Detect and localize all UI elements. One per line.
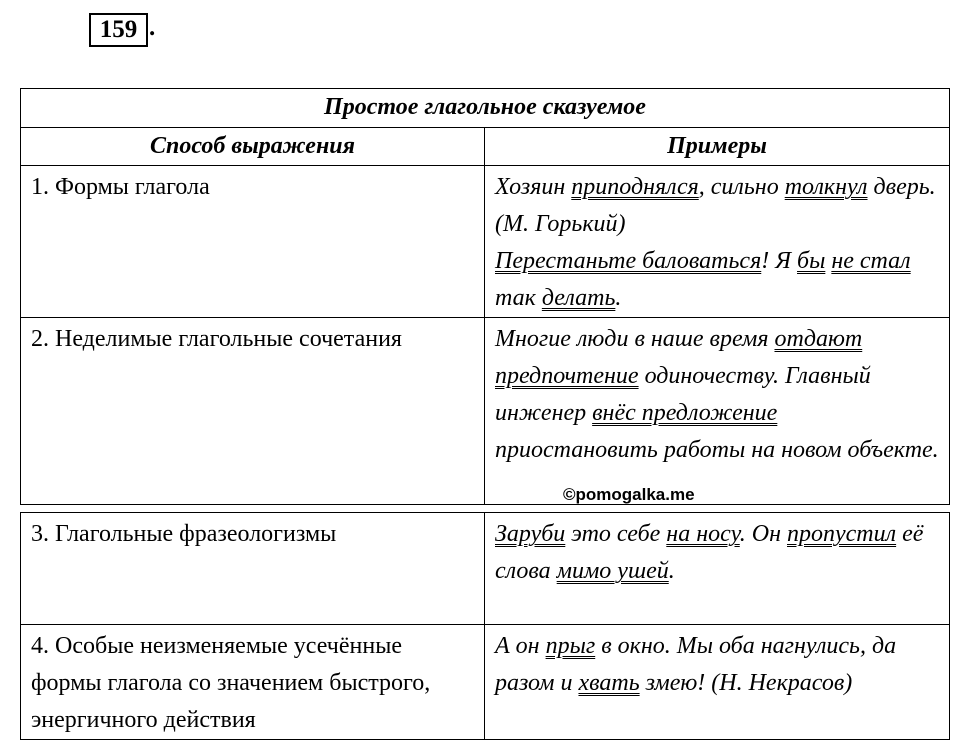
predicate-underline: Заруби (495, 521, 566, 547)
predicate-underline: отдают предпочтение (495, 326, 863, 389)
table-row (21, 513, 950, 625)
table-row (21, 166, 950, 318)
row-method: 2. Неделимые глагольные сочетания (21, 318, 485, 505)
predicate-underline: приподнялся (571, 174, 699, 200)
table-row (21, 318, 950, 505)
predicate-underline: толкнул (784, 174, 868, 200)
predicate-underline: мимо ушей (556, 558, 669, 584)
column-header-method: Способ выражения (21, 128, 485, 166)
row-example: А он прыг в окно. Мы оба нагнулись, да разом и хвать змею! (Н. Некрасов) (485, 625, 950, 740)
table-row (21, 625, 950, 740)
predicate-table-part-2 (20, 512, 950, 740)
predicate-underline: Перестаньте баловаться (495, 248, 762, 274)
row-example: Хозяин приподнялся, сильно толкнул дверь. (М. Горький) Перестаньте баловаться! Я бы не стал так делать. (485, 166, 950, 318)
predicate-underline: пропустил (787, 521, 897, 547)
predicate-underline: хвать (578, 670, 640, 696)
predicate-underline: на носу (666, 521, 740, 547)
table-title: Простое глагольное сказуемое (21, 89, 950, 128)
row-method: 4. Особые неизменяемые усечённые формы глагола со значением быстрого, энергичного действия (21, 625, 485, 740)
column-header-examples: Примеры (485, 128, 950, 166)
predicate-underline: делать (541, 285, 616, 311)
row-example: Заруби это себе на носу. Он пропустил её слова мимо ушей. (485, 513, 950, 625)
row-method: 1. Формы глагола (21, 166, 485, 318)
task-number: 159 (89, 13, 148, 47)
watermark: ©pomogalka.me (563, 485, 695, 504)
predicate-underline: бы (797, 248, 826, 274)
predicate-table-part-1 (20, 88, 950, 505)
row-example: Многие люди в наше время отдают предпочтение одиночеству. Главный инженер внёс предложение приостановить работы на новом объекте. (485, 318, 950, 505)
task-number-dot: . (149, 14, 156, 41)
predicate-underline: внёс предложение (592, 400, 778, 426)
predicate-underline: не стал (831, 248, 911, 274)
predicate-underline: прыг (545, 633, 596, 659)
row-method: 3. Глагольные фразеологизмы (21, 513, 485, 625)
